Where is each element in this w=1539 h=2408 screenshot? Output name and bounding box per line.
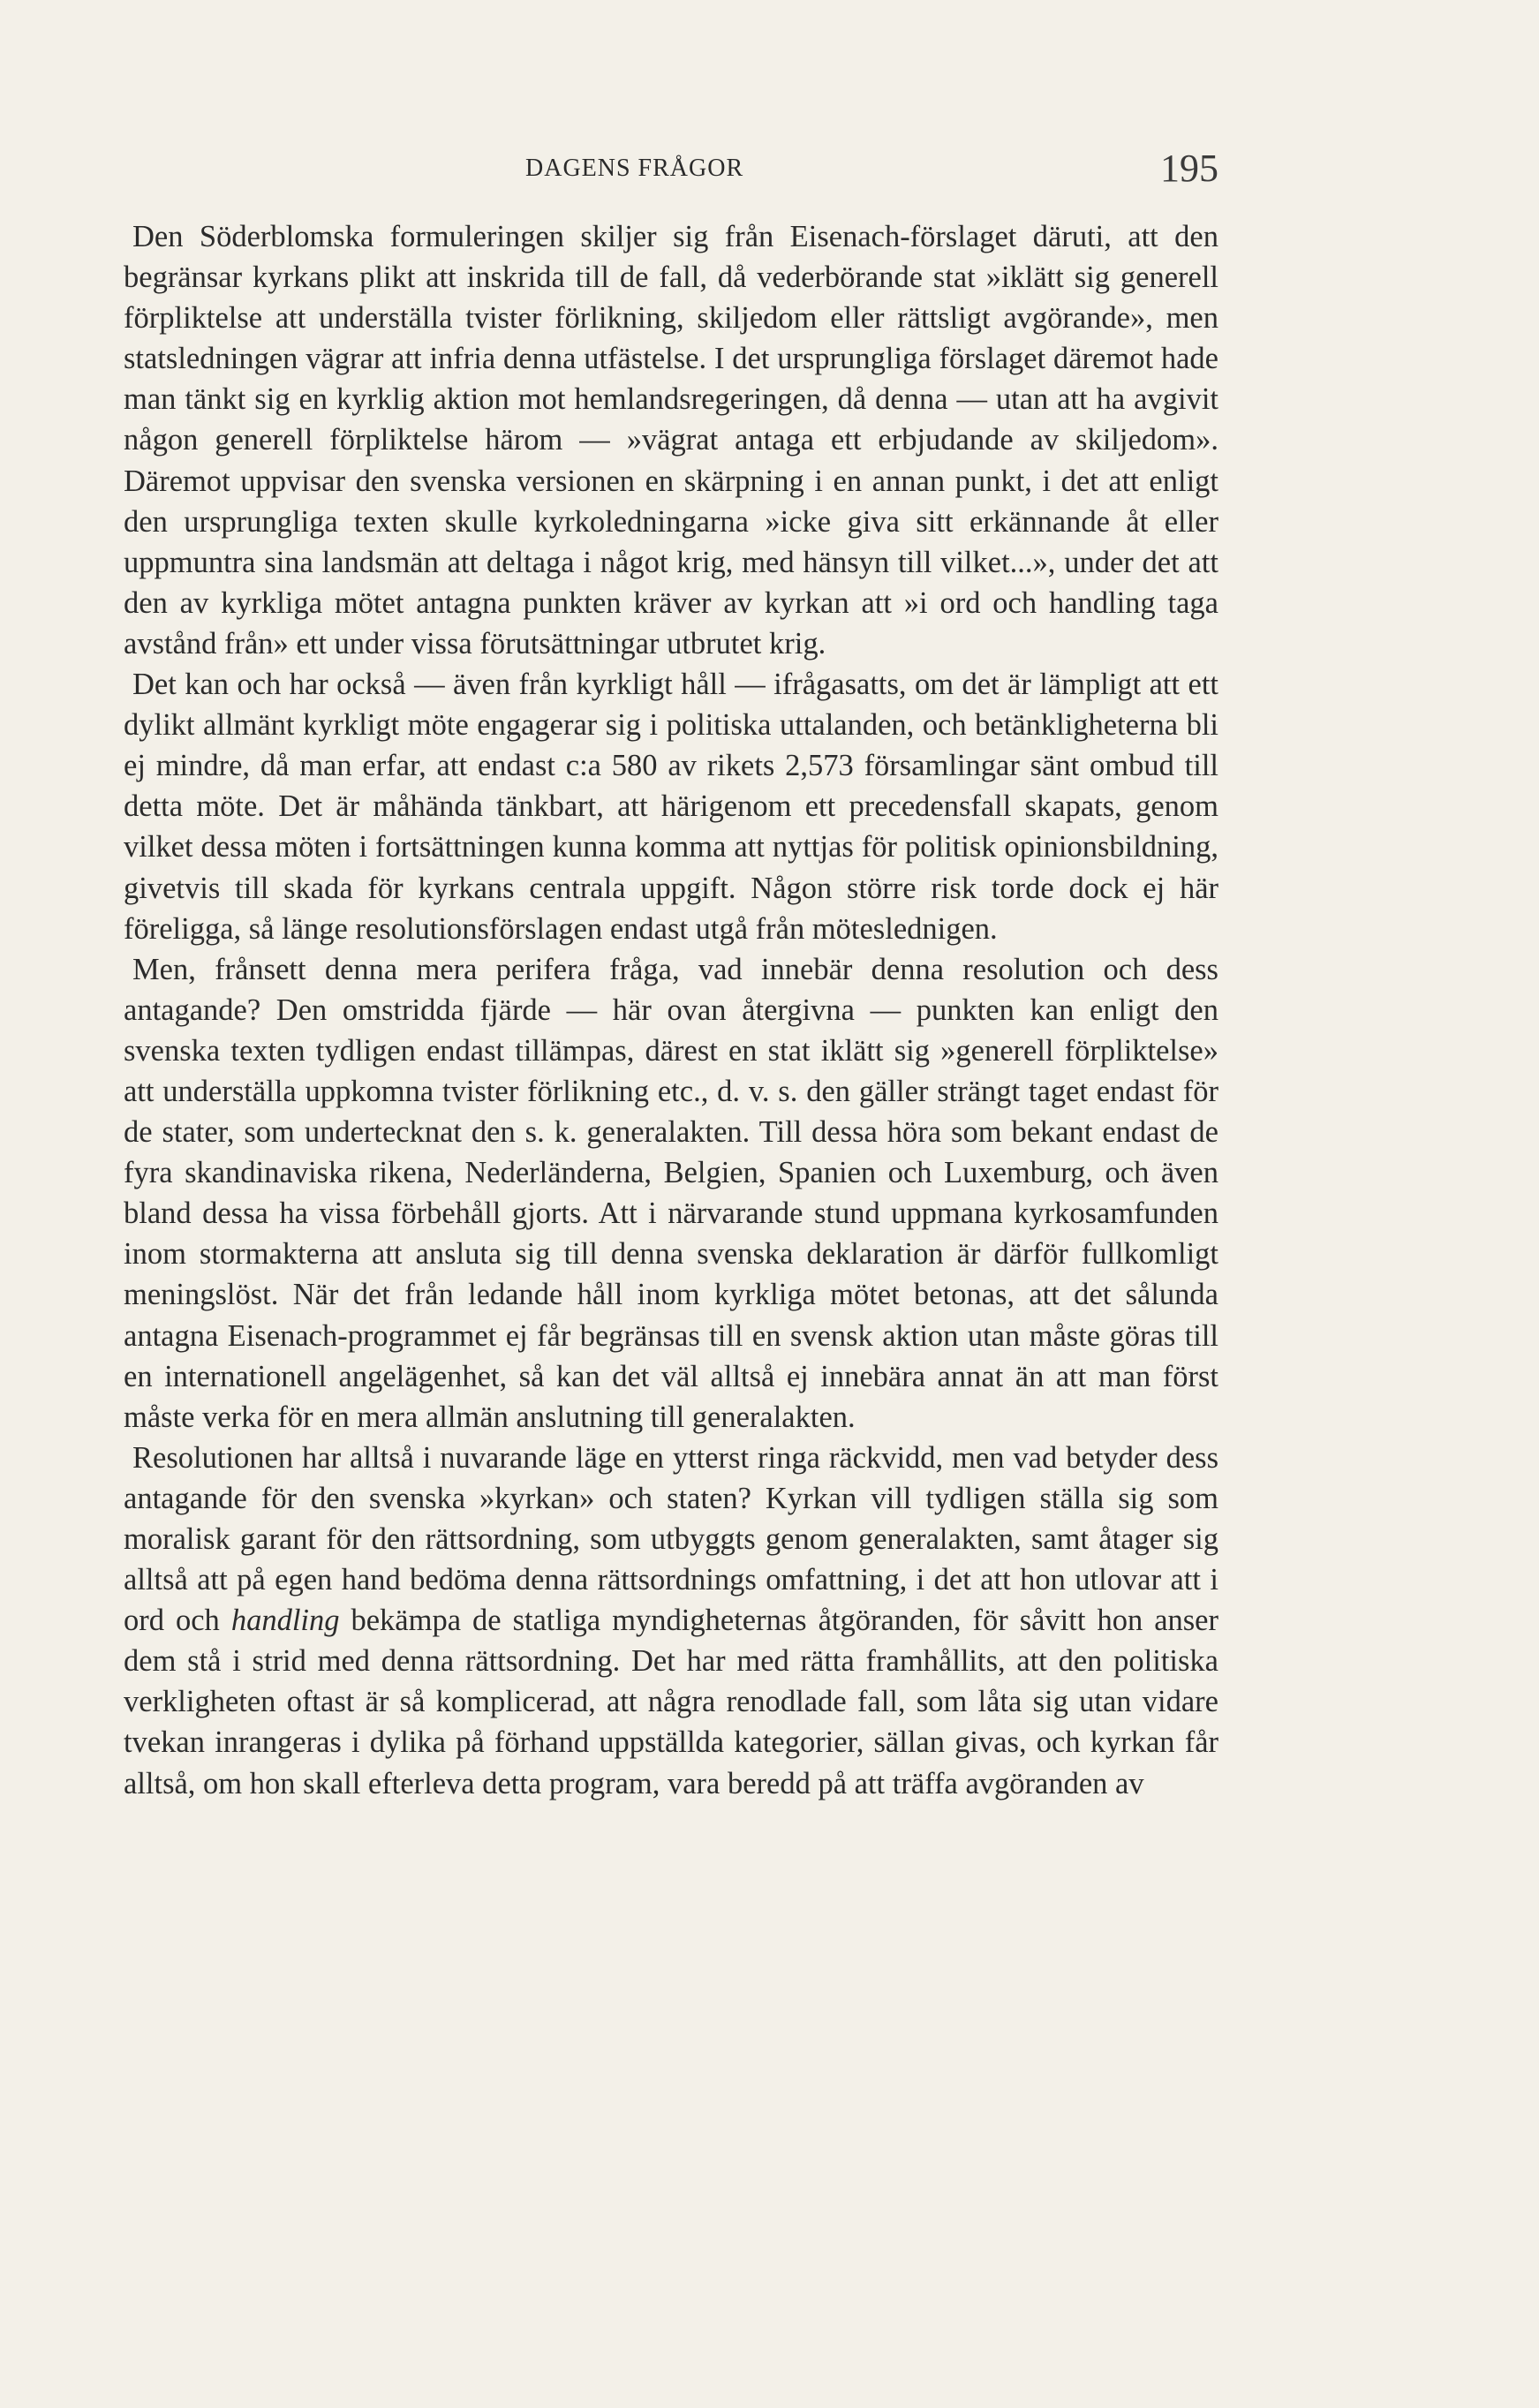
running-title: DAGENS FRÅGOR xyxy=(525,155,744,182)
paragraph-3-text: Men, frånsett denna mera perifera fråga, vad innebär denna resolution och dess antagande? Den omstridda fjärde — här ovan återgivna — punkten kan enligt den svenska texten tydligen endast tillämpas, därest en stat iklätt sig »generell förpliktelse» att underställa uppkomna tvister förlikning etc., d. v. s. den gäller strängt taget endast för de stater, som undertecknat den s. k. generalakten. Till dessa höra som bekant endast de fyra skandinaviska rikena, Nederländerna, Belgien, Spanien och Luxemburg, och även bland dessa ha vissa förbehåll gjorts. Att i närvarande stund uppmana kyrkosamfunden inom stormakterna att ansluta sig till denna svenska deklaration är därför fullkomligt meningslöst. När det från ledande håll inom kyrkliga mötet betonas, att det sålunda antagna Eisenach-programmet ej får begränsas till en svensk aktion utan måste göras till en internationell angelägenhet, så kan det väl alltså ej innebära annat än att man först måste verka för en mera allmän anslutning till generalakten. xyxy=(124,952,1218,1434)
page-number: 195 xyxy=(1160,147,1218,190)
paragraph-4-text-b: bekämpa de statliga myndigheternas åtgöranden, för såvitt hon anser dem stå i strid med denna rättsordning. Det har med rätta framhållits, att den politiska verkligheten oftast är så komplicerad, att några renodlade fall, som låta sig utan vidare tvekan inrangeras i dylika på förhand uppställda kategorier, sällan givas, och kyrkan får alltså, om hon skall efterleva detta program, vara beredd på att träffa avgöranden av xyxy=(124,1604,1218,1800)
paragraph-1-text: Den Söderblomska formuleringen skiljer sig från Eisenach-förslaget däruti, att den begränsar kyrkans plikt att inskrida till de fall, då vederbörande stat »iklätt sig generell förpliktelse att underställa tvister förlikning, skiljedom eller rättsligt avgörande», men statsledningen vägrar att infria denna utfästelse. I det ursprungliga förslaget däremot hade man tänkt sig en kyrklig aktion mot hemlandsregeringen, då denna — utan att ha avgivit någon generell förpliktelse härom — »vägrat antaga ett erbjudande av skiljedom». Däremot uppvisar den svenska versionen en skärpning i en annan punkt, i det att enligt den ursprungliga texten skulle kyrkoledningarna »icke giva sitt erkännande åt eller uppmuntra sina landsmän att deltaga i något krig, med hänsyn till vilket...», under det att den av kyrkliga mötet antagna punkten kräver av kyrkan att »i ord och handling taga avstånd från» ett under vissa förutsättningar utbrutet krig. xyxy=(124,220,1218,661)
paragraph-4-text-a: Resolutionen har alltså i nuvarande läge en ytterst ringa räckvidd, men vad betyder dess antagande för den svenska »kyrkan» och staten? Kyrkan vill tydligen ställa sig som moralisk garant för den rättsordning, som utbyggts genom generalakten, samt åtager sig alltså att på egen hand bedöma denna rättsordnings omfattning, i det att hon utlovar att i ord och xyxy=(124,1440,1218,1638)
italic-word-handling: handling xyxy=(230,1604,340,1638)
body-text xyxy=(124,216,1218,1804)
paragraph-2-text: Det kan och har också — även från kyrkligt håll — ifrågasatts, om det är lämpligt att ett dylikt allmänt kyrkligt möte engagerar sig i politiska uttalanden, och betänkligheterna bli ej mindre, då man erfar, att endast c:a 580 av rikets 2,573 församlingar sänt ombud till detta möte. Det är måhända tänkbart, att härigenom ett precedensfall skapats, genom vilket dessa möten i fortsättningen kunna komma att nyttjas för politisk opinionsbildning, givetvis till skada för kyrkans centrala uppgift. Någon större risk torde dock ej här föreligga, så länge resolutionsförslagen endast utgå från möteslednigen. xyxy=(124,668,1218,946)
paragraph-4 xyxy=(124,1438,1218,1804)
paragraph-1 xyxy=(124,216,1218,664)
page-header xyxy=(124,146,1218,199)
paragraph-2 xyxy=(124,664,1218,949)
paragraph-3 xyxy=(124,949,1218,1438)
